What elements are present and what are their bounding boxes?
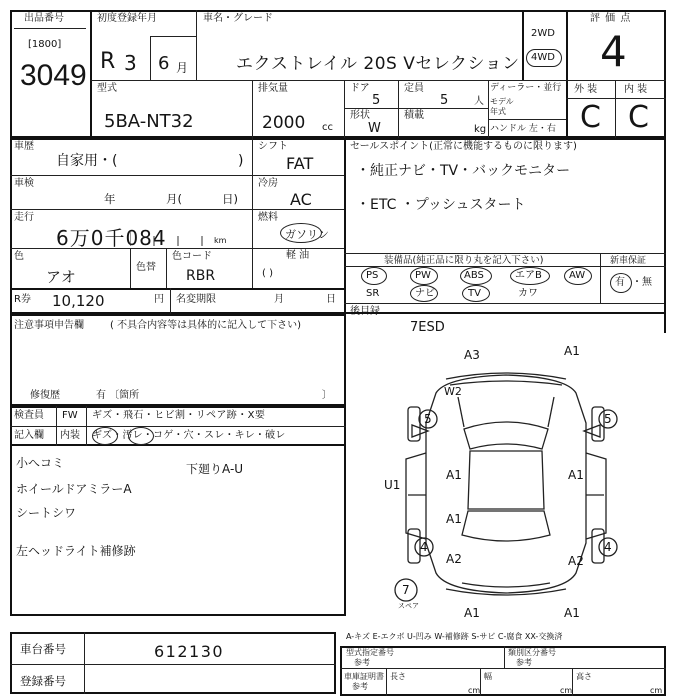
inspector-divider [10, 426, 346, 427]
recycle-divider [170, 288, 171, 314]
car-name-grade: エクストレイル 20S Vセレクション [236, 54, 520, 74]
displacement-label: 排気量 [258, 83, 288, 94]
lot-number-label: 出品番号 [24, 13, 64, 24]
doors-row-divider [344, 108, 488, 109]
header-divider [522, 10, 524, 80]
diagram-u1: U1 [384, 478, 401, 492]
interior-grade: C [628, 100, 649, 135]
equipment-divider [344, 266, 666, 267]
score-value: 4 [600, 27, 627, 76]
windshield-label: FW [62, 410, 78, 421]
displacement-divider [344, 80, 345, 138]
right-frame-edge [664, 303, 666, 333]
windshield-items: ギズ・飛石・ヒビ割・リペア跡・X要 [92, 410, 266, 421]
rear-seat-label: 後目録 [350, 306, 380, 317]
repair-history-value: 有 〔箇所 [96, 390, 140, 401]
height-unit: cm [650, 686, 663, 695]
equipment-navi: ナビ [415, 288, 435, 299]
recycle-label: R券 [14, 294, 31, 305]
length-unit: cm [468, 686, 481, 695]
chassis-number: 612130 [154, 642, 225, 661]
equipment-divider [344, 253, 666, 254]
load-label: 積載 [404, 110, 424, 121]
aircon-label: 冷房 [258, 178, 278, 189]
capacity-value: 5 [440, 93, 449, 108]
model-year-label: モデル [490, 97, 514, 106]
color-divider [166, 248, 167, 288]
new-car-warranty-label: 新車保証 [610, 256, 647, 266]
recycle-value: 10,120 [52, 292, 105, 310]
diagram-a1-left-front: A1 [446, 468, 462, 482]
registration-year-divider [150, 36, 151, 80]
car-name-label: 車名・グレード [203, 13, 273, 24]
shift-label: シフト [258, 141, 288, 152]
diagram-a3: A3 [464, 348, 480, 362]
diagram-a1-left-rear: A1 [446, 512, 462, 526]
interior-label: 内 装 [624, 84, 648, 95]
doors-divider [398, 80, 399, 138]
capacity-label: 定員 [404, 83, 424, 94]
dims-divider [386, 668, 387, 696]
equipment-divider-v [600, 253, 601, 303]
chassis-divider [10, 664, 336, 665]
row-divider [10, 288, 344, 290]
inspection-label: 車検 [14, 178, 34, 189]
repair-history-close: 〕 [322, 390, 332, 401]
header-divider [90, 80, 566, 81]
car-damage-diagram [346, 333, 666, 623]
model-label: 型式 [97, 83, 117, 94]
history-label: 車歴 [14, 141, 34, 152]
registration-month-unit: 月 [176, 61, 189, 75]
dims-divider [340, 668, 666, 669]
color-value: アオ [46, 268, 76, 286]
model-value: 5BA-NT32 [104, 111, 194, 132]
garage-cert-label: 車庫証明書 [344, 672, 384, 681]
sales-points-line2: ・ETC ・プッシュスタート [356, 197, 526, 213]
inspector-divider [86, 406, 87, 446]
inspection-year: 年 [104, 192, 116, 206]
registration-year: 3 [124, 51, 137, 75]
lot-number: 3049 [20, 59, 87, 92]
interior-items-label: 内装 [60, 430, 80, 441]
inspector-label-1: 検査員 [14, 410, 44, 421]
shift-value: FAT [286, 154, 314, 173]
warranty-none: ・無 [632, 277, 652, 288]
rear-seat-value: 7ESD [410, 320, 445, 335]
mileage-value: 6万0千084 [56, 226, 167, 250]
diagram-tire-fr: 5 [604, 412, 612, 426]
garage-cert-ref: 参考 [352, 682, 368, 691]
lot-underline [14, 28, 86, 29]
width-unit: cm [560, 686, 573, 695]
handwritten-notes-frame [10, 446, 346, 616]
first-registration-label: 初度登録年月 [97, 13, 157, 24]
color-code-label: 色コード [172, 251, 212, 262]
equipment-abs: ABS [464, 270, 484, 281]
shape-label: 形状 [350, 110, 370, 121]
doors-label: ドア [350, 83, 370, 94]
color-label: 色 [14, 251, 24, 262]
note-small-dent: 小へコミ [16, 456, 65, 470]
header-divider [90, 10, 92, 138]
diagram-tire-rr: 4 [604, 540, 612, 554]
header-divider [196, 10, 197, 80]
dealer-divider [488, 119, 566, 120]
inspection-day: 日) [222, 192, 238, 206]
dims-divider [572, 668, 573, 696]
fuel-gasoline: ガソリン [285, 228, 329, 241]
diagram-a1-right: A1 [568, 468, 584, 482]
diagram-a2-left: A2 [446, 552, 462, 566]
capacity-unit: 人 [474, 96, 484, 107]
model-year-label-2: 年式 [490, 107, 506, 116]
equipment-tv: TV [468, 288, 481, 299]
lot-code: [1800] [28, 39, 62, 50]
left-block-divider [252, 138, 253, 288]
row-divider [10, 175, 344, 176]
registration-year-divider [150, 36, 196, 37]
diagram-tire-rl: 4 [420, 540, 428, 554]
notes-label: 注意事項申告欄 [14, 320, 84, 331]
diagram-spare: 7 [402, 583, 410, 597]
equipment-pw: PW [415, 270, 431, 281]
fuel-label: 燃料 [258, 212, 278, 223]
mileage-unit: km [214, 236, 227, 245]
color-divider [130, 248, 131, 288]
diagram-tire-fl: 5 [424, 412, 432, 426]
drive-4wd: 4WD [531, 52, 555, 63]
inspector-divider [56, 406, 57, 446]
note-seat-wrinkle: シートシワ [16, 506, 77, 520]
dims-divider [480, 668, 481, 696]
equipment-label: 装備品(純正品に限り丸を記入下さい) [384, 255, 544, 266]
repair-history-label: 修復歴 [30, 390, 60, 401]
damage-legend: A-キズ E-エクボ U-凹み W-補修跡 S-サビ C-腐食 XX-交換済 [346, 632, 563, 641]
handle-label: ハンドル 左・右 [490, 124, 556, 134]
history-close: ) [238, 153, 244, 169]
category-label: 類別区分番号 [508, 648, 556, 657]
model-designation-label: 型式指定番号 [346, 648, 394, 657]
header-divider [615, 80, 616, 138]
registration-month: 6 [158, 53, 170, 74]
diagram-w2: W2 [444, 385, 462, 398]
diagram-spare-label: スペア [398, 602, 419, 610]
load-divider [488, 80, 489, 138]
header-divider [566, 98, 666, 99]
length-label: 長さ [390, 672, 406, 681]
diagram-a1-rear-left: A1 [464, 606, 480, 620]
dims-divider [504, 646, 505, 668]
rear-seat-divider [344, 303, 666, 304]
name-change-deadline-label: 名変期限 [176, 294, 216, 305]
load-unit: kg [474, 124, 487, 135]
history-value: 自家用・( [56, 153, 118, 169]
header-divider [566, 80, 666, 81]
note-headlight-repair: 左ヘッドライト補修跡 [16, 544, 136, 558]
left-block-divider [344, 138, 346, 314]
recycle-unit: 円 [154, 294, 164, 305]
registration-era: R [100, 49, 116, 74]
exterior-label: 外 装 [574, 84, 598, 95]
deadline-month: 月 [274, 294, 284, 305]
doors-value: 5 [372, 93, 381, 108]
diagram-a1-front: A1 [564, 344, 580, 358]
mileage-label: 走行 [14, 212, 34, 223]
fuel-diesel: 軽 油 [286, 250, 310, 261]
equipment-leather: カワ [518, 288, 538, 299]
equipment-aw: AW [569, 270, 586, 281]
sales-points-label: セールスポイント(正常に機能するものに限ります) [350, 141, 577, 152]
header-divider [566, 10, 568, 138]
fuel-paren: ( ) [262, 268, 273, 279]
diagram-a2-right: A2 [568, 554, 584, 568]
model-divider [252, 80, 253, 138]
shape-value: W [368, 121, 381, 136]
displacement-unit: cc [322, 122, 333, 133]
aircon-value: AC [290, 190, 312, 209]
chassis-divider [84, 632, 85, 694]
equipment-airbag: エアB [515, 270, 542, 281]
interior-scratch-circle [92, 427, 118, 445]
interior-stain-circle [128, 427, 154, 445]
notes-hint: ( 不具合内容等は具体的に記入して下さい) [110, 320, 301, 331]
chassis-label: 車台番号 [20, 642, 66, 656]
score-label: 評 価 点 [590, 13, 632, 24]
height-label: 高さ [576, 672, 592, 681]
displacement-value: 2000 [262, 113, 306, 133]
dealer-label: ディーラー・並行 [490, 83, 562, 93]
equipment-ps: PS [366, 270, 379, 281]
sales-points-line1: ・純正ナビ・TV・バックモニター [356, 163, 571, 179]
deadline-day: 日 [326, 294, 336, 305]
exterior-grade: C [580, 100, 601, 135]
interior-items: ギズ・汚レ・コゲ・穴・スレ・キレ・破レ [92, 430, 286, 441]
inspector-label-2: 記入欄 [14, 430, 44, 441]
mileage-digit-boxes [130, 226, 226, 246]
inspection-month: 月( [166, 192, 182, 206]
color-code-value: RBR [186, 268, 216, 284]
registration-number-label: 登録番号 [20, 674, 66, 688]
category-ref: 参考 [516, 658, 532, 667]
color-change-label: 色替 [136, 262, 156, 273]
equipment-sr: SR [366, 288, 380, 299]
warranty-yes: 有 [615, 277, 625, 288]
diagram-a1-rear-right: A1 [564, 606, 580, 620]
row-divider [10, 209, 344, 210]
drive-2wd: 2WD [531, 28, 555, 39]
note-underbody: 下廻りA-U [186, 462, 244, 476]
model-designation-ref: 参考 [354, 658, 370, 667]
note-wheel-mirror: ホイールドアミラーA [16, 482, 132, 496]
width-label: 幅 [484, 672, 492, 681]
